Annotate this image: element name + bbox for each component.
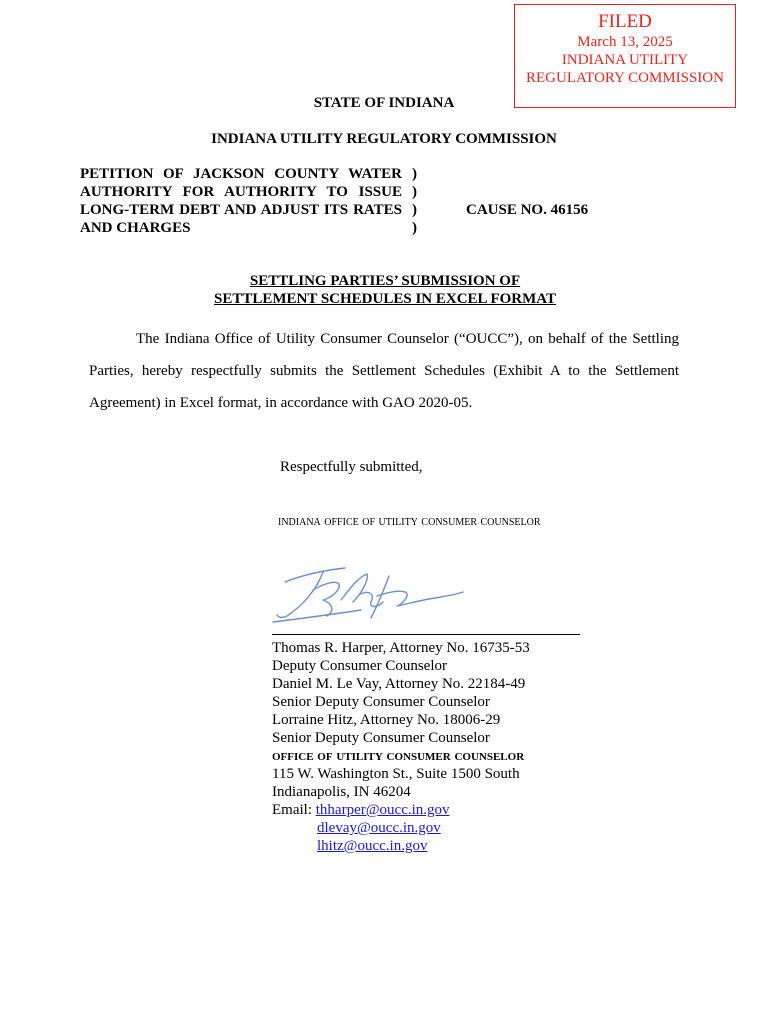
office-name [272, 747, 530, 765]
office-name-text: office of utility consumer counselor [272, 748, 525, 764]
caption-line: PETITION OF JACKSON COUNTY WATER [80, 166, 402, 182]
commission-heading: INDIANA UTILITY REGULATORY COMMISSION [211, 131, 557, 147]
address-line-2: Indianapolis, IN 46204 [272, 784, 411, 800]
state-heading: STATE OF INDIANA [313, 95, 455, 111]
signature-line-text: Deputy Consumer Counselor [272, 658, 447, 674]
email-row [272, 819, 530, 837]
body-paragraph: The Indiana Office of Utility Consumer Counselor (“OUCC”), on behalf of the Settling Parties, hereby respectfully submits the Settlement Schedules (Exhibit A to the Settlement Agreement) in Excel format, in accordance with GAO 2020-05. [89, 331, 679, 411]
handwritten-signature [265, 560, 465, 630]
email-row [272, 837, 530, 855]
email-row [272, 801, 530, 819]
caption-line: AUTHORITY FOR AUTHORITY TO ISSUE [80, 184, 402, 200]
signature-line-text: Lorraine Hitz, Attorney No. 18006-29 [272, 712, 501, 728]
address-line-1: 115 W. Washington St., Suite 1500 South [272, 766, 520, 782]
document-title-line-2: SETTLEMENT SCHEDULES IN EXCEL FORMAT [213, 291, 557, 307]
caption-paren: ) [412, 202, 417, 218]
stamp-date: March 13, 2025 [577, 34, 673, 50]
closing-organization-text: indiana office of utility consumer counselor [278, 514, 541, 529]
email-link-levay[interactable]: dlevay@oucc.in.gov [317, 820, 441, 836]
stamp-line-2: REGULATORY COMMISSION [526, 70, 724, 86]
signature-line [272, 634, 580, 635]
email-label: Email: [272, 802, 312, 818]
closing-text: Respectfully submitted, [280, 459, 423, 475]
caption-line: LONG-TERM DEBT AND ADJUST ITS RATES [80, 202, 402, 218]
document-title-line-1: SETTLING PARTIES’ SUBMISSION OF [249, 273, 521, 289]
email-link-harper[interactable]: thharper@oucc.in.gov [315, 802, 450, 818]
signature-line-text: Senior Deputy Consumer Counselor [272, 694, 490, 710]
email-link-hitz[interactable]: lhitz@oucc.in.gov [317, 838, 428, 854]
filed-stamp [514, 4, 736, 108]
signature-line-text: Senior Deputy Consumer Counselor [272, 730, 490, 746]
signature-line-text: Daniel M. Le Vay, Attorney No. 22184-49 [272, 676, 526, 692]
caption-paren: ) [412, 220, 417, 236]
caption-line: AND CHARGES [80, 220, 191, 236]
stamp-line-1: INDIANA UTILITY [561, 52, 689, 68]
stamp-title: FILED [598, 11, 652, 32]
caption-paren: ) [412, 184, 417, 200]
cause-number: CAUSE NO. 46156 [466, 202, 589, 218]
signature-line-text: Thomas R. Harper, Attorney No. 16735-53 [272, 640, 530, 656]
closing-organization [278, 514, 541, 530]
caption-parens [412, 165, 417, 237]
case-caption [80, 165, 402, 237]
signature-block [272, 639, 530, 855]
caption-paren: ) [412, 166, 417, 182]
